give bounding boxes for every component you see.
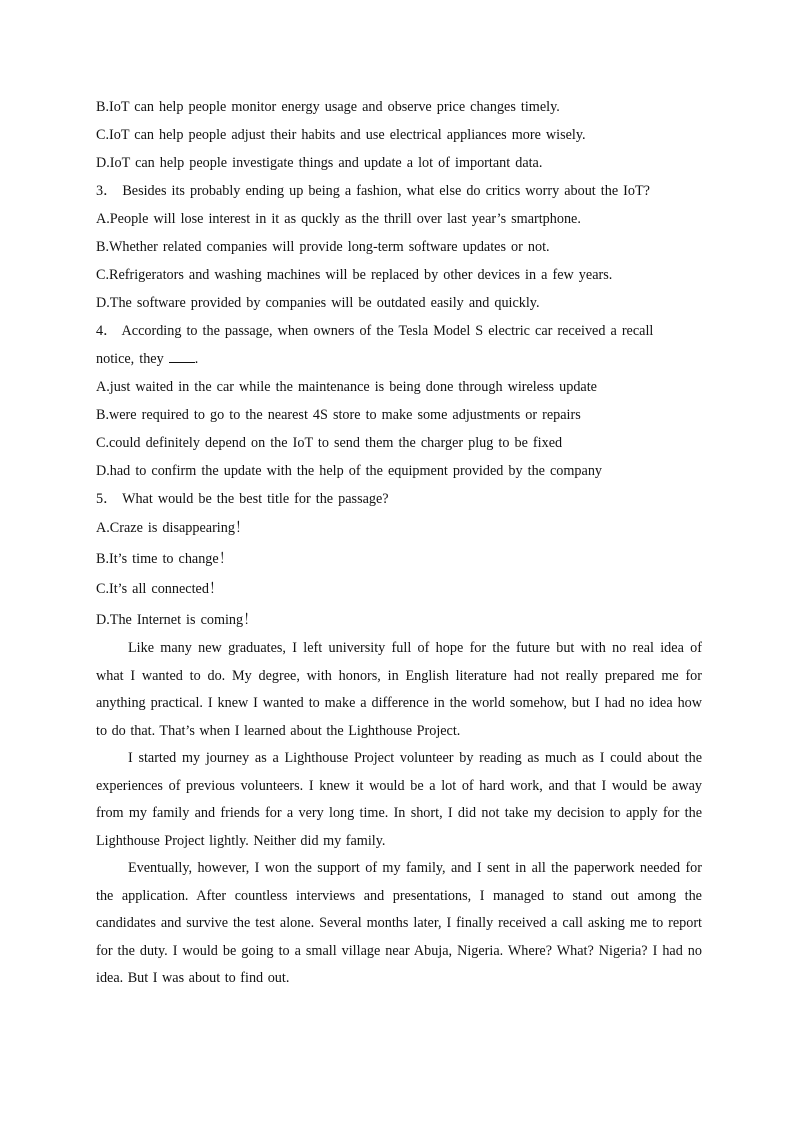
question-4 [96, 317, 702, 485]
question-4-text-line2 [96, 345, 702, 373]
question-5 [96, 485, 702, 635]
question-4-prefix: notice, they [96, 351, 164, 367]
passage-paragraph-3: Eventually, however, I won the support of my family, and I sent in all the paperwork needed for the application. After countless interviews and presentations, I managed to stand out among the candidates and survive the test alone. Several months later, I finally received a call asking me to report for the duty. I would be going to a small village near Abuja, Nigeria. Where? What? Nigeria? I had no idea. But I was about to find out. [96, 860, 702, 987]
passage-paragraph-1: Like many new graduates, I left university full of hope for the future but with no real idea of what I wanted to do. My degree, with honors, in English literature had not really prepared me for anything practical. I knew I wanted to make a difference in the world somehow, but I had no idea how to do that. That’s when I learned about the Lighthouse Project. [96, 640, 702, 739]
option-5d: D.The Internet is coming！ [96, 611, 258, 628]
option-3c: C.Refrigerators and washing machines will be replaced by other devices in a few years. [96, 267, 613, 283]
option-2b: B.IoT can help people monitor energy usage and observe price changes timely. [96, 99, 560, 115]
option-5c: C.It’s all connected！ [96, 581, 224, 598]
question-2-options [96, 93, 702, 177]
exam-page [96, 93, 702, 993]
passage-paragraph-2: I started my journey as a Lighthouse Project volunteer by reading as much as I could about the experiences of previous volunteers. I knew it would be a lot of hard work, and that I would be away from my family and friends for a very long time. In short, I did not take my decision to apply for the Lighthouse Project lightly. Neither did my family. [96, 750, 702, 849]
option-5b: B.It’s time to change！ [96, 550, 233, 567]
option-3b: B.Whether related companies will provide long-term software updates or not. [96, 239, 550, 255]
option-2c: C.IoT can help people adjust their habits and use electrical appliances more wisely. [96, 127, 586, 143]
question-5-text: 5． What would be the best title for the passage? [96, 491, 389, 507]
option-3a: A.People will lose interest in it as quckly as the thrill over last year’s smartphone. [96, 211, 581, 227]
option-5a: A.Craze is disappearing！ [96, 520, 250, 536]
question-4-suffix: . [194, 351, 199, 367]
question-3-text: 3． Besides its probably ending up being a fashion, what else do critics worry about the IoT? [96, 183, 650, 199]
option-3d: D.The software provided by companies will be outdated easily and quickly. [96, 295, 540, 311]
answer-blank [169, 348, 195, 363]
option-4c: C.could definitely depend on the IoT to send them the charger plug to be fixed [96, 435, 563, 451]
option-4d: D.had to confirm the update with the help of the equipment provided by the company [96, 463, 603, 479]
option-4b: B.were required to go to the nearest 4S store to make some adjustments or repairs [96, 407, 581, 423]
question-3 [96, 177, 702, 317]
option-2d: D.IoT can help people investigate things and update a lot of important data. [96, 155, 543, 171]
question-4-text-line1: 4． According to the passage, when owners of the Tesla Model S electric car received a recall [96, 323, 654, 339]
option-4a: A.just waited in the car while the maintenance is being done through wireless update [96, 379, 597, 395]
reading-passage [96, 635, 702, 993]
